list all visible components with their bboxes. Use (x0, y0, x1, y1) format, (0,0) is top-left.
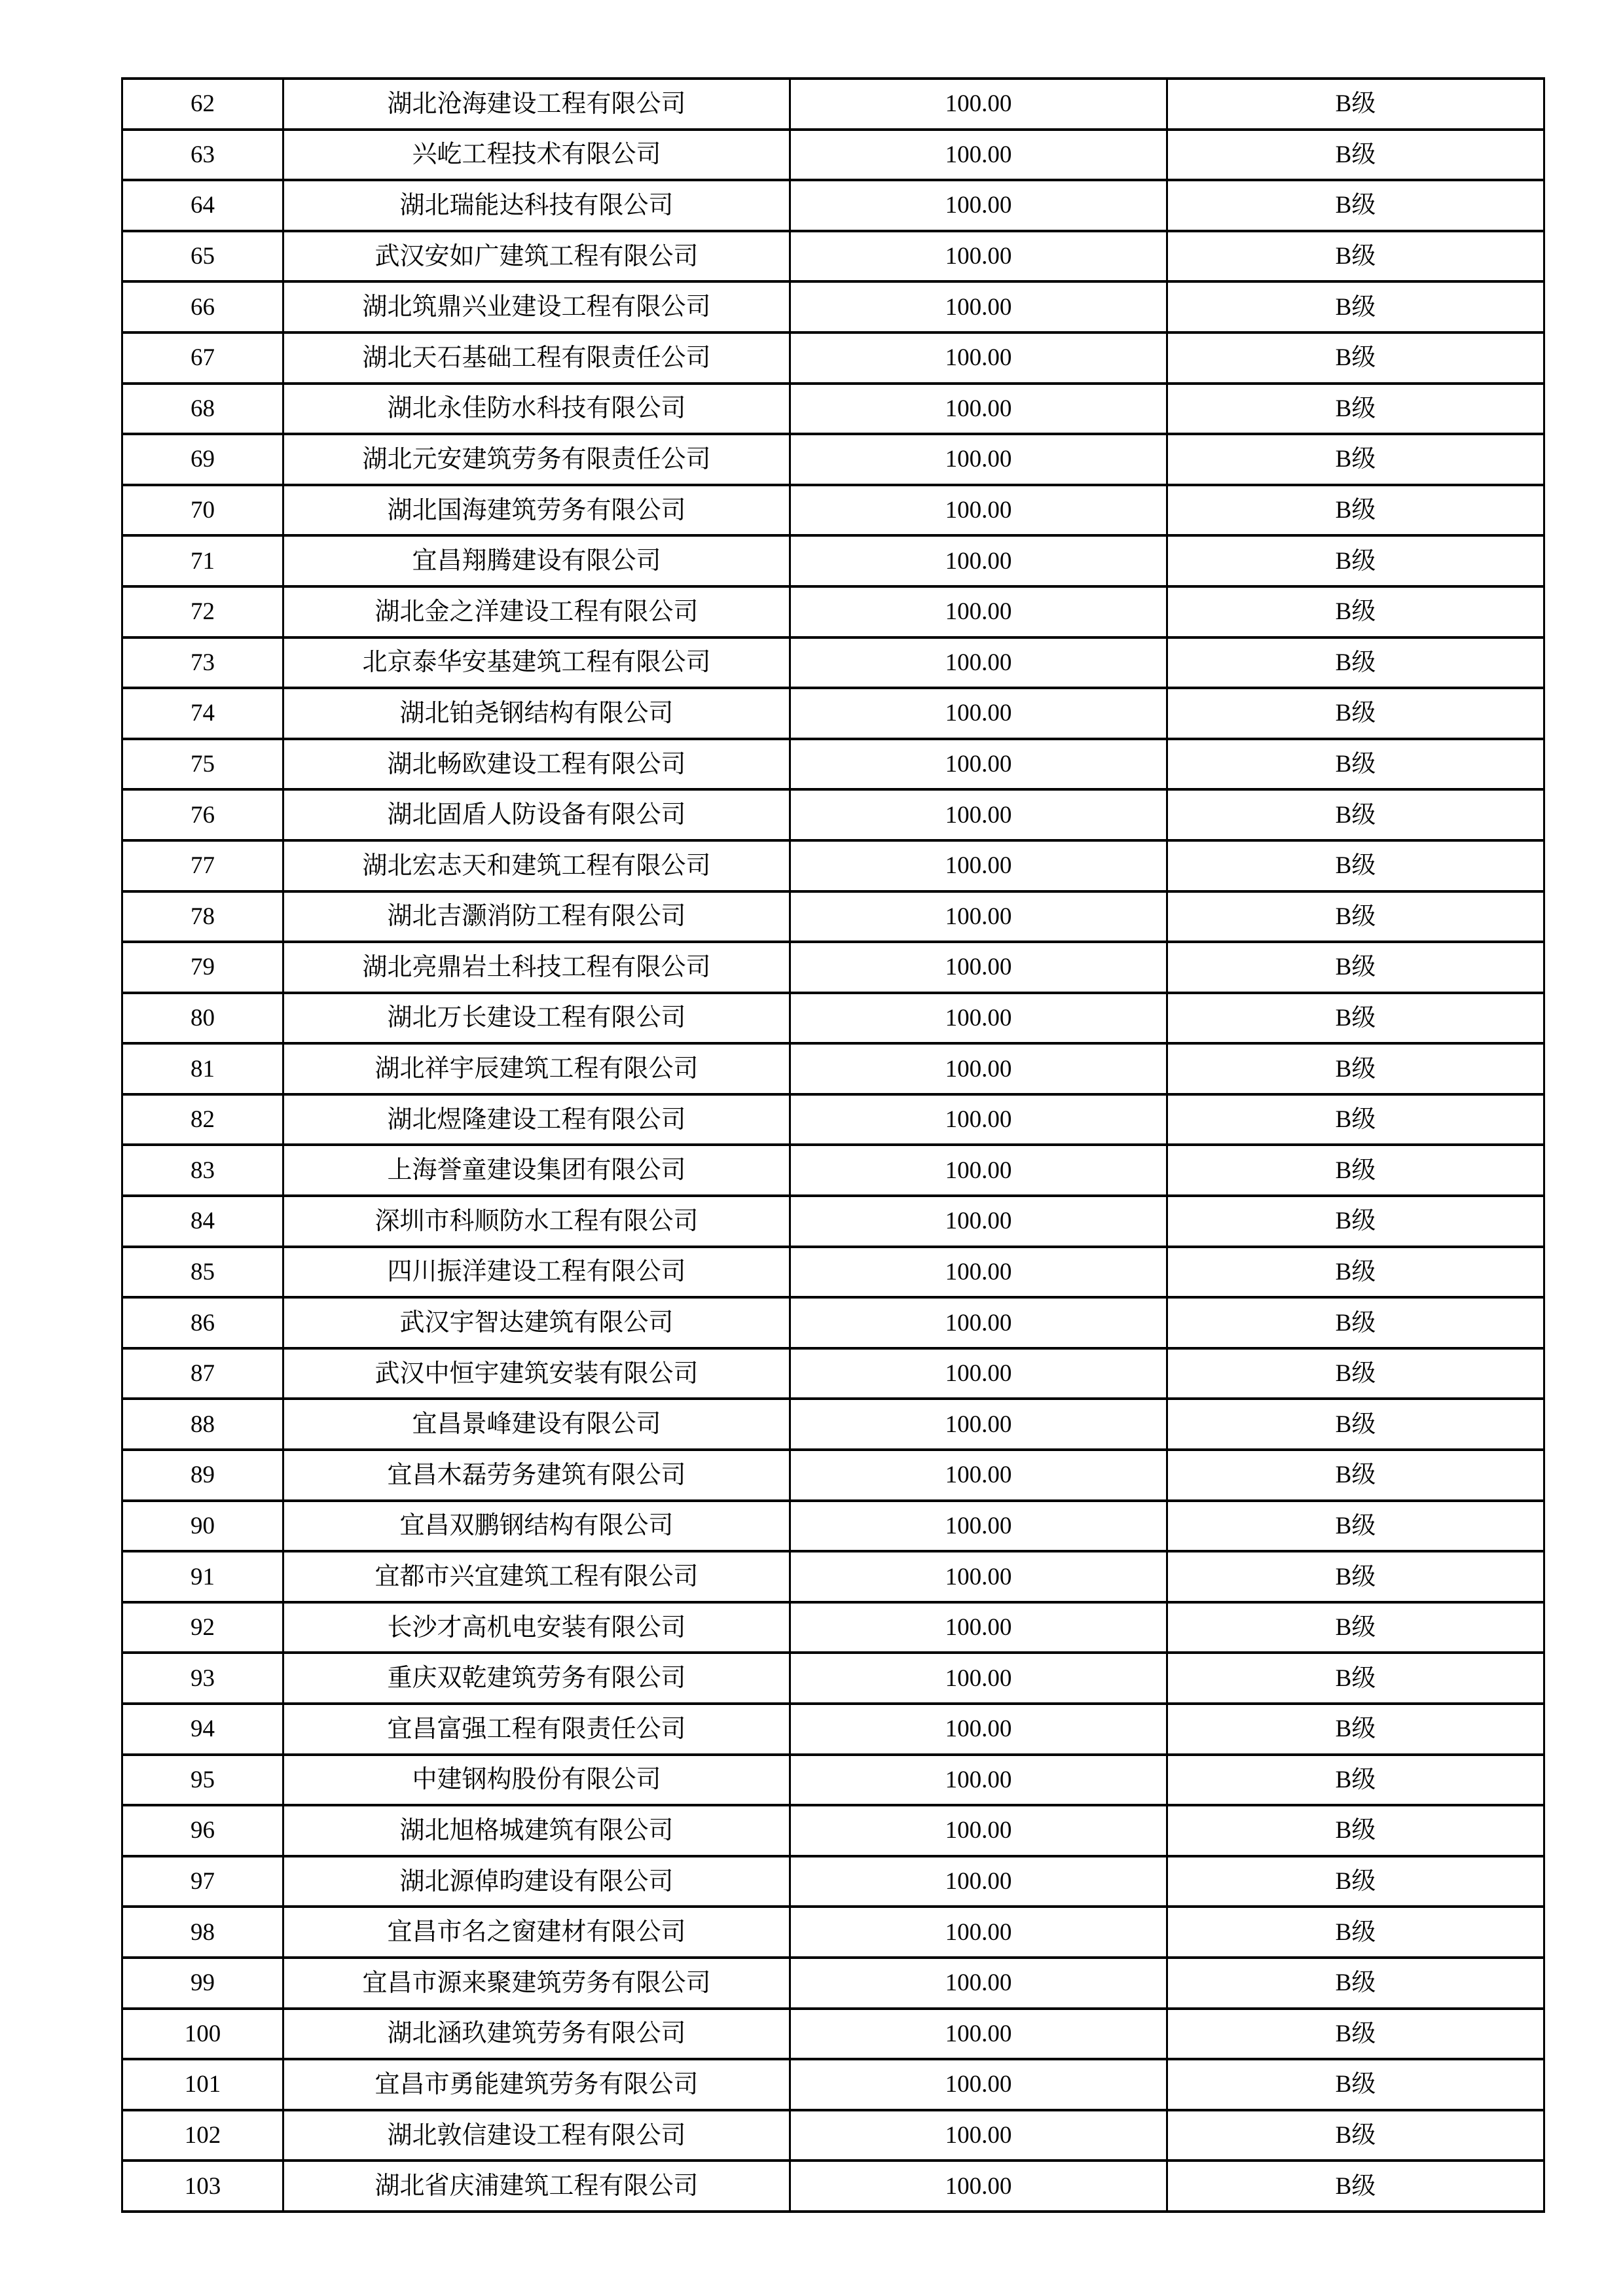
score-cell: 100.00 (790, 485, 1167, 536)
grade-cell: B级 (1167, 789, 1544, 840)
table-row (122, 384, 1544, 435)
table-row (122, 1399, 1544, 1450)
grade-cell: B级 (1167, 2110, 1544, 2161)
table-row (122, 1247, 1544, 1298)
grade-cell: B级 (1167, 1856, 1544, 1907)
table-row (122, 2059, 1544, 2110)
table-row (122, 891, 1544, 942)
table-row (122, 2009, 1544, 2060)
company-name-cell: 湖北涵玖建筑劳务有限公司 (283, 2009, 790, 2060)
grade-cell: B级 (1167, 2161, 1544, 2212)
company-name-cell: 武汉宇智达建筑有限公司 (283, 1297, 790, 1348)
company-name-cell: 湖北源倬昀建设有限公司 (283, 1856, 790, 1907)
table-row (122, 1856, 1544, 1907)
score-cell: 100.00 (790, 332, 1167, 384)
score-cell: 100.00 (790, 942, 1167, 993)
score-cell: 100.00 (790, 1551, 1167, 1602)
row-number-cell: 73 (122, 637, 283, 689)
company-name-cell: 湖北筑鼎兴业建设工程有限公司 (283, 281, 790, 332)
row-number-cell: 90 (122, 1501, 283, 1552)
grade-cell: B级 (1167, 1551, 1544, 1602)
grade-cell: B级 (1167, 1297, 1544, 1348)
score-cell: 100.00 (790, 1450, 1167, 1501)
table-row (122, 485, 1544, 536)
score-cell: 100.00 (790, 79, 1167, 130)
grade-cell: B级 (1167, 2059, 1544, 2110)
company-name-cell: 北京泰华安基建筑工程有限公司 (283, 637, 790, 689)
table-row (122, 1755, 1544, 1806)
table-row (122, 637, 1544, 689)
row-number-cell: 76 (122, 789, 283, 840)
table-row (122, 130, 1544, 181)
row-number-cell: 97 (122, 1856, 283, 1907)
score-cell: 100.00 (790, 1958, 1167, 2009)
company-name-cell: 宜昌市勇能建筑劳务有限公司 (283, 2059, 790, 2110)
score-cell: 100.00 (790, 1043, 1167, 1094)
company-name-cell: 湖北祥宇辰建筑工程有限公司 (283, 1043, 790, 1094)
company-name-cell: 湖北天石基础工程有限责任公司 (283, 332, 790, 384)
row-number-cell: 95 (122, 1755, 283, 1806)
grade-cell: B级 (1167, 434, 1544, 485)
row-number-cell: 103 (122, 2161, 283, 2212)
grade-cell: B级 (1167, 1094, 1544, 1145)
company-name-cell: 湖北固盾人防设备有限公司 (283, 789, 790, 840)
row-number-cell: 96 (122, 1805, 283, 1856)
row-number-cell: 63 (122, 130, 283, 181)
row-number-cell: 64 (122, 180, 283, 231)
company-name-cell: 兴屹工程技术有限公司 (283, 130, 790, 181)
score-cell: 100.00 (790, 130, 1167, 181)
score-cell: 100.00 (790, 840, 1167, 891)
row-number-cell: 98 (122, 1907, 283, 1958)
grade-cell: B级 (1167, 1501, 1544, 1552)
grade-cell: B级 (1167, 332, 1544, 384)
row-number-cell: 69 (122, 434, 283, 485)
grade-cell: B级 (1167, 1907, 1544, 1958)
row-number-cell: 94 (122, 1704, 283, 1755)
grade-cell: B级 (1167, 1450, 1544, 1501)
table-row (122, 1145, 1544, 1196)
table-row (122, 535, 1544, 586)
grade-cell: B级 (1167, 1196, 1544, 1247)
score-cell: 100.00 (790, 1501, 1167, 1552)
row-number-cell: 67 (122, 332, 283, 384)
company-name-cell: 宜昌翔腾建设有限公司 (283, 535, 790, 586)
company-name-cell: 宜昌市源来聚建筑劳务有限公司 (283, 1958, 790, 2009)
grade-cell: B级 (1167, 993, 1544, 1044)
table-row (122, 1805, 1544, 1856)
grade-cell: B级 (1167, 1958, 1544, 2009)
score-cell: 100.00 (790, 1247, 1167, 1298)
table-row (122, 2110, 1544, 2161)
score-cell: 100.00 (790, 1196, 1167, 1247)
table-row (122, 942, 1544, 993)
company-name-cell: 湖北瑞能达科技有限公司 (283, 180, 790, 231)
grade-cell: B级 (1167, 1043, 1544, 1094)
table-row (122, 1958, 1544, 2009)
row-number-cell: 88 (122, 1399, 283, 1450)
company-name-cell: 宜昌景峰建设有限公司 (283, 1399, 790, 1450)
table-row (122, 688, 1544, 739)
score-cell: 100.00 (790, 1704, 1167, 1755)
row-number-cell: 82 (122, 1094, 283, 1145)
company-name-cell: 宜昌市名之窗建材有限公司 (283, 1907, 790, 1958)
grade-cell: B级 (1167, 1602, 1544, 1653)
row-number-cell: 84 (122, 1196, 283, 1247)
company-name-cell: 湖北元安建筑劳务有限责任公司 (283, 434, 790, 485)
grade-cell: B级 (1167, 1755, 1544, 1806)
grade-cell: B级 (1167, 586, 1544, 637)
row-number-cell: 66 (122, 281, 283, 332)
score-cell: 100.00 (790, 1755, 1167, 1806)
score-cell: 100.00 (790, 535, 1167, 586)
grade-cell: B级 (1167, 1145, 1544, 1196)
grade-cell: B级 (1167, 130, 1544, 181)
score-cell: 100.00 (790, 1297, 1167, 1348)
table-row (122, 1907, 1544, 1958)
table-row (122, 739, 1544, 790)
company-name-cell: 湖北旭格城建筑有限公司 (283, 1805, 790, 1856)
row-number-cell: 81 (122, 1043, 283, 1094)
table-row (122, 231, 1544, 282)
grade-cell: B级 (1167, 637, 1544, 689)
company-name-cell: 湖北吉灏消防工程有限公司 (283, 891, 790, 942)
company-name-cell: 湖北宏志天和建筑工程有限公司 (283, 840, 790, 891)
score-cell: 100.00 (790, 1907, 1167, 1958)
grade-cell: B级 (1167, 231, 1544, 282)
score-cell: 100.00 (790, 2110, 1167, 2161)
table-row (122, 332, 1544, 384)
row-number-cell: 100 (122, 2009, 283, 2060)
row-number-cell: 75 (122, 739, 283, 790)
company-name-cell: 湖北铂尧钢结构有限公司 (283, 688, 790, 739)
grade-cell: B级 (1167, 485, 1544, 536)
company-name-cell: 中建钢构股份有限公司 (283, 1755, 790, 1806)
table-row (122, 434, 1544, 485)
table-row (122, 180, 1544, 231)
score-cell: 100.00 (790, 739, 1167, 790)
row-number-cell: 74 (122, 688, 283, 739)
grade-cell: B级 (1167, 79, 1544, 130)
table-row (122, 1501, 1544, 1552)
row-number-cell: 83 (122, 1145, 283, 1196)
row-number-cell: 65 (122, 231, 283, 282)
table-row (122, 281, 1544, 332)
company-name-cell: 湖北沧海建设工程有限公司 (283, 79, 790, 130)
table-row (122, 586, 1544, 637)
grade-cell: B级 (1167, 840, 1544, 891)
grade-cell: B级 (1167, 535, 1544, 586)
table-row (122, 1602, 1544, 1653)
table-row (122, 79, 1544, 130)
table-row (122, 789, 1544, 840)
company-name-cell: 宜都市兴宜建筑工程有限公司 (283, 1551, 790, 1602)
company-name-cell: 湖北亮鼎岩土科技工程有限公司 (283, 942, 790, 993)
row-number-cell: 89 (122, 1450, 283, 1501)
grade-cell: B级 (1167, 1247, 1544, 1298)
row-number-cell: 71 (122, 535, 283, 586)
score-cell: 100.00 (790, 231, 1167, 282)
company-name-cell: 上海誉童建设集团有限公司 (283, 1145, 790, 1196)
row-number-cell: 77 (122, 840, 283, 891)
score-cell: 100.00 (790, 688, 1167, 739)
score-cell: 100.00 (790, 281, 1167, 332)
company-name-cell: 四川振洋建设工程有限公司 (283, 1247, 790, 1298)
score-cell: 100.00 (790, 1856, 1167, 1907)
score-cell: 100.00 (790, 1145, 1167, 1196)
grade-cell: B级 (1167, 1653, 1544, 1704)
score-cell: 100.00 (790, 2059, 1167, 2110)
table-row (122, 1450, 1544, 1501)
grade-cell: B级 (1167, 739, 1544, 790)
company-name-cell: 湖北万长建设工程有限公司 (283, 993, 790, 1044)
score-cell: 100.00 (790, 2161, 1167, 2212)
score-cell: 100.00 (790, 2009, 1167, 2060)
grade-cell: B级 (1167, 1348, 1544, 1399)
company-name-cell: 深圳市科顺防水工程有限公司 (283, 1196, 790, 1247)
score-cell: 100.00 (790, 434, 1167, 485)
row-number-cell: 91 (122, 1551, 283, 1602)
score-cell: 100.00 (790, 891, 1167, 942)
table-row (122, 1551, 1544, 1602)
company-name-cell: 武汉中恒宇建筑安装有限公司 (283, 1348, 790, 1399)
table-row (122, 1653, 1544, 1704)
grade-cell: B级 (1167, 1704, 1544, 1755)
score-cell: 100.00 (790, 180, 1167, 231)
company-name-cell: 宜昌双鹏钢结构有限公司 (283, 1501, 790, 1552)
grade-cell: B级 (1167, 942, 1544, 993)
company-name-cell: 湖北煜隆建设工程有限公司 (283, 1094, 790, 1145)
score-cell: 100.00 (790, 1653, 1167, 1704)
score-cell: 100.00 (790, 637, 1167, 689)
table-row (122, 1348, 1544, 1399)
score-cell: 100.00 (790, 384, 1167, 435)
company-name-cell: 湖北畅欧建设工程有限公司 (283, 739, 790, 790)
row-number-cell: 70 (122, 485, 283, 536)
row-number-cell: 85 (122, 1247, 283, 1298)
company-name-cell: 湖北永佳防水科技有限公司 (283, 384, 790, 435)
company-name-cell: 长沙才高机电安装有限公司 (283, 1602, 790, 1653)
company-name-cell: 湖北省庆浦建筑工程有限公司 (283, 2161, 790, 2212)
table-row (122, 840, 1544, 891)
table-row (122, 1094, 1544, 1145)
row-number-cell: 68 (122, 384, 283, 435)
row-number-cell: 99 (122, 1958, 283, 2009)
company-name-cell: 武汉安如广建筑工程有限公司 (283, 231, 790, 282)
row-number-cell: 80 (122, 993, 283, 1044)
rating-table (121, 77, 1545, 2213)
row-number-cell: 92 (122, 1602, 283, 1653)
score-cell: 100.00 (790, 1348, 1167, 1399)
score-cell: 100.00 (790, 1094, 1167, 1145)
score-cell: 100.00 (790, 1602, 1167, 1653)
row-number-cell: 87 (122, 1348, 283, 1399)
grade-cell: B级 (1167, 891, 1544, 942)
row-number-cell: 79 (122, 942, 283, 993)
table-row (122, 993, 1544, 1044)
row-number-cell: 78 (122, 891, 283, 942)
company-name-cell: 湖北敦信建设工程有限公司 (283, 2110, 790, 2161)
grade-cell: B级 (1167, 1805, 1544, 1856)
grade-cell: B级 (1167, 281, 1544, 332)
rating-table-body (122, 79, 1544, 2212)
row-number-cell: 72 (122, 586, 283, 637)
company-name-cell: 重庆双乾建筑劳务有限公司 (283, 1653, 790, 1704)
score-cell: 100.00 (790, 1399, 1167, 1450)
table-row (122, 1043, 1544, 1094)
row-number-cell: 62 (122, 79, 283, 130)
grade-cell: B级 (1167, 688, 1544, 739)
company-name-cell: 湖北国海建筑劳务有限公司 (283, 485, 790, 536)
row-number-cell: 93 (122, 1653, 283, 1704)
grade-cell: B级 (1167, 2009, 1544, 2060)
company-name-cell: 宜昌富强工程有限责任公司 (283, 1704, 790, 1755)
grade-cell: B级 (1167, 384, 1544, 435)
score-cell: 100.00 (790, 586, 1167, 637)
row-number-cell: 102 (122, 2110, 283, 2161)
table-row (122, 2161, 1544, 2212)
company-name-cell: 湖北金之洋建设工程有限公司 (283, 586, 790, 637)
table-row (122, 1297, 1544, 1348)
row-number-cell: 101 (122, 2059, 283, 2110)
grade-cell: B级 (1167, 180, 1544, 231)
table-row (122, 1196, 1544, 1247)
score-cell: 100.00 (790, 1805, 1167, 1856)
company-name-cell: 宜昌木磊劳务建筑有限公司 (283, 1450, 790, 1501)
score-cell: 100.00 (790, 993, 1167, 1044)
score-cell: 100.00 (790, 789, 1167, 840)
row-number-cell: 86 (122, 1297, 283, 1348)
grade-cell: B级 (1167, 1399, 1544, 1450)
table-row (122, 1704, 1544, 1755)
